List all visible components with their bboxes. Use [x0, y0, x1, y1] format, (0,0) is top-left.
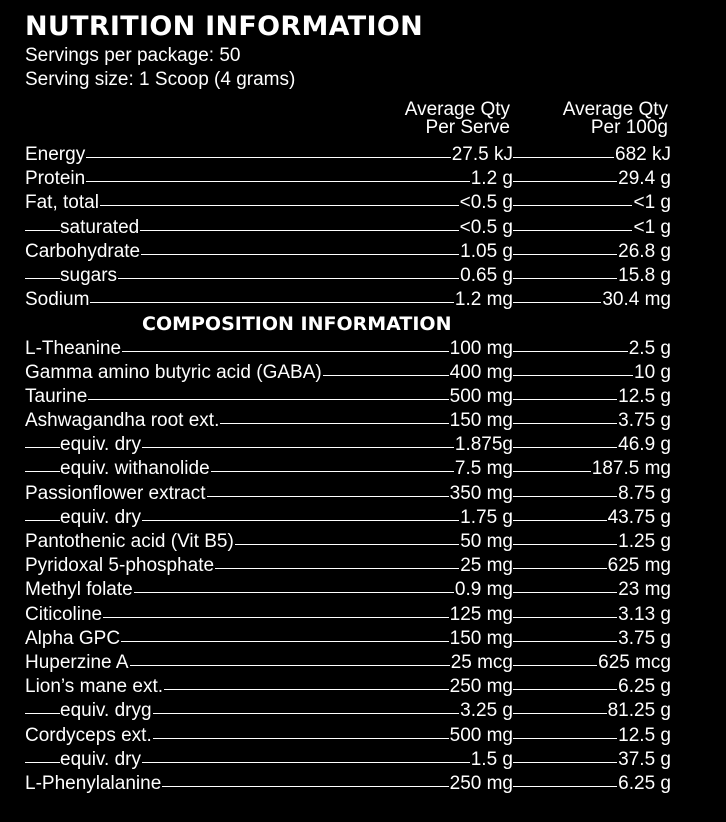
per-100g-value: 625 mcg — [598, 651, 671, 673]
per-100g-value: 10 g — [634, 361, 671, 383]
nutrition-panel — [25, 10, 705, 796]
row-label: equiv. dryg — [60, 700, 152, 722]
per-100g-value: 682 kJ — [615, 144, 671, 165]
row-label: Lion’s mane ext. — [25, 676, 164, 698]
row-label: equiv. dry — [60, 434, 141, 456]
per-serve-value: 150 mg — [449, 410, 513, 432]
per-100g-value: 29.4 g — [618, 168, 671, 190]
per-100g-value: 37.5 g — [618, 748, 671, 770]
row-label: Gamma amino butyric acid (GABA) — [25, 361, 322, 383]
table-row — [25, 337, 705, 361]
servings-per-package: Servings per package: 50 — [25, 45, 241, 66]
row-label: equiv. dry — [60, 506, 141, 528]
per-serve-value: 27.5 kJ — [451, 144, 513, 165]
row-label: Energy — [25, 144, 86, 165]
row-label: Protein — [25, 168, 86, 190]
row-label: Carbohydrate — [25, 240, 141, 262]
per-100g-value: 6.25 g — [618, 676, 671, 698]
serving-size: Serving size: 1 Scoop (4 grams) — [25, 69, 296, 90]
per-100g-value: 3.75 g — [618, 410, 671, 432]
row-label: Fat, total — [25, 192, 99, 214]
per-serve-value: 1.05 g — [460, 240, 513, 262]
table-row — [25, 385, 705, 409]
table-row — [25, 143, 705, 167]
table-row — [25, 361, 705, 385]
per-serve-value: 1.2 mg — [454, 289, 513, 311]
leader-line — [25, 399, 513, 400]
table-row — [25, 699, 705, 723]
per-100g-value: 46.9 g — [618, 434, 671, 456]
table-row — [25, 578, 705, 602]
row-label: Pyridoxal 5-phosphate — [25, 555, 215, 577]
panel-title: NUTRITION INFORMATION — [25, 11, 423, 42]
table-row — [25, 288, 705, 312]
per-100g-value: 3.75 g — [618, 627, 671, 649]
table-row — [25, 554, 705, 578]
per-serve-value: 1.2 g — [470, 168, 513, 190]
per-serve-value: 500 mg — [449, 724, 513, 746]
per-100g-header: Average Qty Per 100g — [562, 99, 668, 138]
per-serve-value: <0.5 g — [459, 216, 513, 238]
table-row — [25, 724, 705, 748]
per-100g-value: 3.13 g — [618, 603, 671, 625]
composition-title: COMPOSITION INFORMATION — [142, 313, 452, 336]
table-row — [25, 191, 705, 215]
row-label: Alpha GPC — [25, 627, 121, 649]
table-row — [25, 748, 705, 772]
per-serve-header: Average Qty Per Serve — [404, 99, 510, 138]
row-label: Huperzine A — [25, 651, 129, 673]
per-serve-value: 350 mg — [449, 482, 513, 504]
per-serve-value: 150 mg — [449, 627, 513, 649]
row-label: Citicoline — [25, 603, 103, 625]
per-serve-value: 500 mg — [449, 385, 513, 407]
table-row — [25, 240, 705, 264]
per-serve-value: 100 mg — [449, 337, 513, 359]
table-row — [25, 603, 705, 627]
per-serve-value: 250 mg — [449, 772, 513, 794]
row-label: Sodium — [25, 289, 90, 311]
leader-line — [25, 302, 513, 303]
per-serve-value: 1.75 g — [460, 506, 513, 528]
per-serve-value: 400 mg — [449, 361, 513, 383]
per-serve-value: 250 mg — [449, 676, 513, 698]
per-serve-value: 50 mg — [460, 531, 513, 552]
per-100g-value: 15.8 g — [618, 264, 671, 286]
per-100g-value: 26.8 g — [618, 240, 671, 262]
per-100g-value: 625 mg — [607, 555, 671, 577]
table-row — [25, 506, 705, 530]
table-row — [25, 264, 705, 288]
table-row — [25, 433, 705, 457]
table-row — [25, 651, 705, 675]
per-serve-value: 25 mg — [460, 555, 513, 577]
row-label: sugars — [60, 264, 118, 286]
row-label: saturated — [60, 216, 140, 238]
per-100g-value: 12.5 g — [618, 385, 671, 407]
row-label: L-Theanine — [25, 337, 122, 359]
per-serve-value: 1.5 g — [470, 748, 513, 770]
per-serve-value: 25 mcg — [450, 651, 513, 673]
per-100g-value: 1.25 g — [618, 531, 671, 552]
per-100g-value: 30.4 mg — [602, 289, 671, 311]
table-row — [25, 216, 705, 240]
row-label: Ashwagandha root ext. — [25, 410, 220, 432]
per-100g-value: <1 g — [633, 192, 671, 214]
per-serve-value: 3.25 g — [460, 700, 513, 722]
per-100g-value: <1 g — [633, 216, 671, 238]
per-serve-value: <0.5 g — [459, 192, 513, 214]
table-row — [25, 627, 705, 651]
per-100g-value: 12.5 g — [618, 724, 671, 746]
per-serve-value: 0.9 mg — [454, 579, 513, 601]
table-row — [25, 167, 705, 191]
table-row — [25, 530, 705, 554]
per-serve-value: 7.5 mg — [454, 458, 513, 480]
per-100g-value: 43.75 g — [607, 506, 671, 528]
table-row — [25, 409, 705, 433]
per-100g-value: 6.25 g — [618, 772, 671, 794]
row-label: Passionflower extract — [25, 482, 206, 504]
table-row — [25, 772, 705, 796]
row-label: equiv. dry — [60, 748, 141, 770]
row-label: equiv. withanolide — [60, 458, 210, 480]
column-headers — [25, 101, 705, 143]
row-label: Cordyceps ext. — [25, 724, 152, 746]
leader-line — [25, 157, 513, 158]
per-serve-value: 0.65 g — [460, 264, 513, 286]
per-serve-value: 125 mg — [449, 603, 513, 625]
per-100g-value: 8.75 g — [618, 482, 671, 504]
per-100g-value: 2.5 g — [628, 337, 671, 359]
table-row — [25, 675, 705, 699]
row-label: Taurine — [25, 385, 88, 407]
per-100g-value: 23 mg — [618, 579, 671, 601]
per-100g-value: 187.5 mg — [591, 458, 671, 480]
leader-line — [25, 181, 513, 182]
row-label: L-Phenylalanine — [25, 772, 162, 794]
row-label: Pantothenic acid (Vit B5) — [25, 531, 234, 552]
row-label: Methyl folate — [25, 579, 133, 601]
table-row — [25, 457, 705, 481]
table-row — [25, 482, 705, 506]
per-serve-value: 1.875g — [454, 434, 513, 456]
per-100g-value: 81.25 g — [607, 700, 671, 722]
